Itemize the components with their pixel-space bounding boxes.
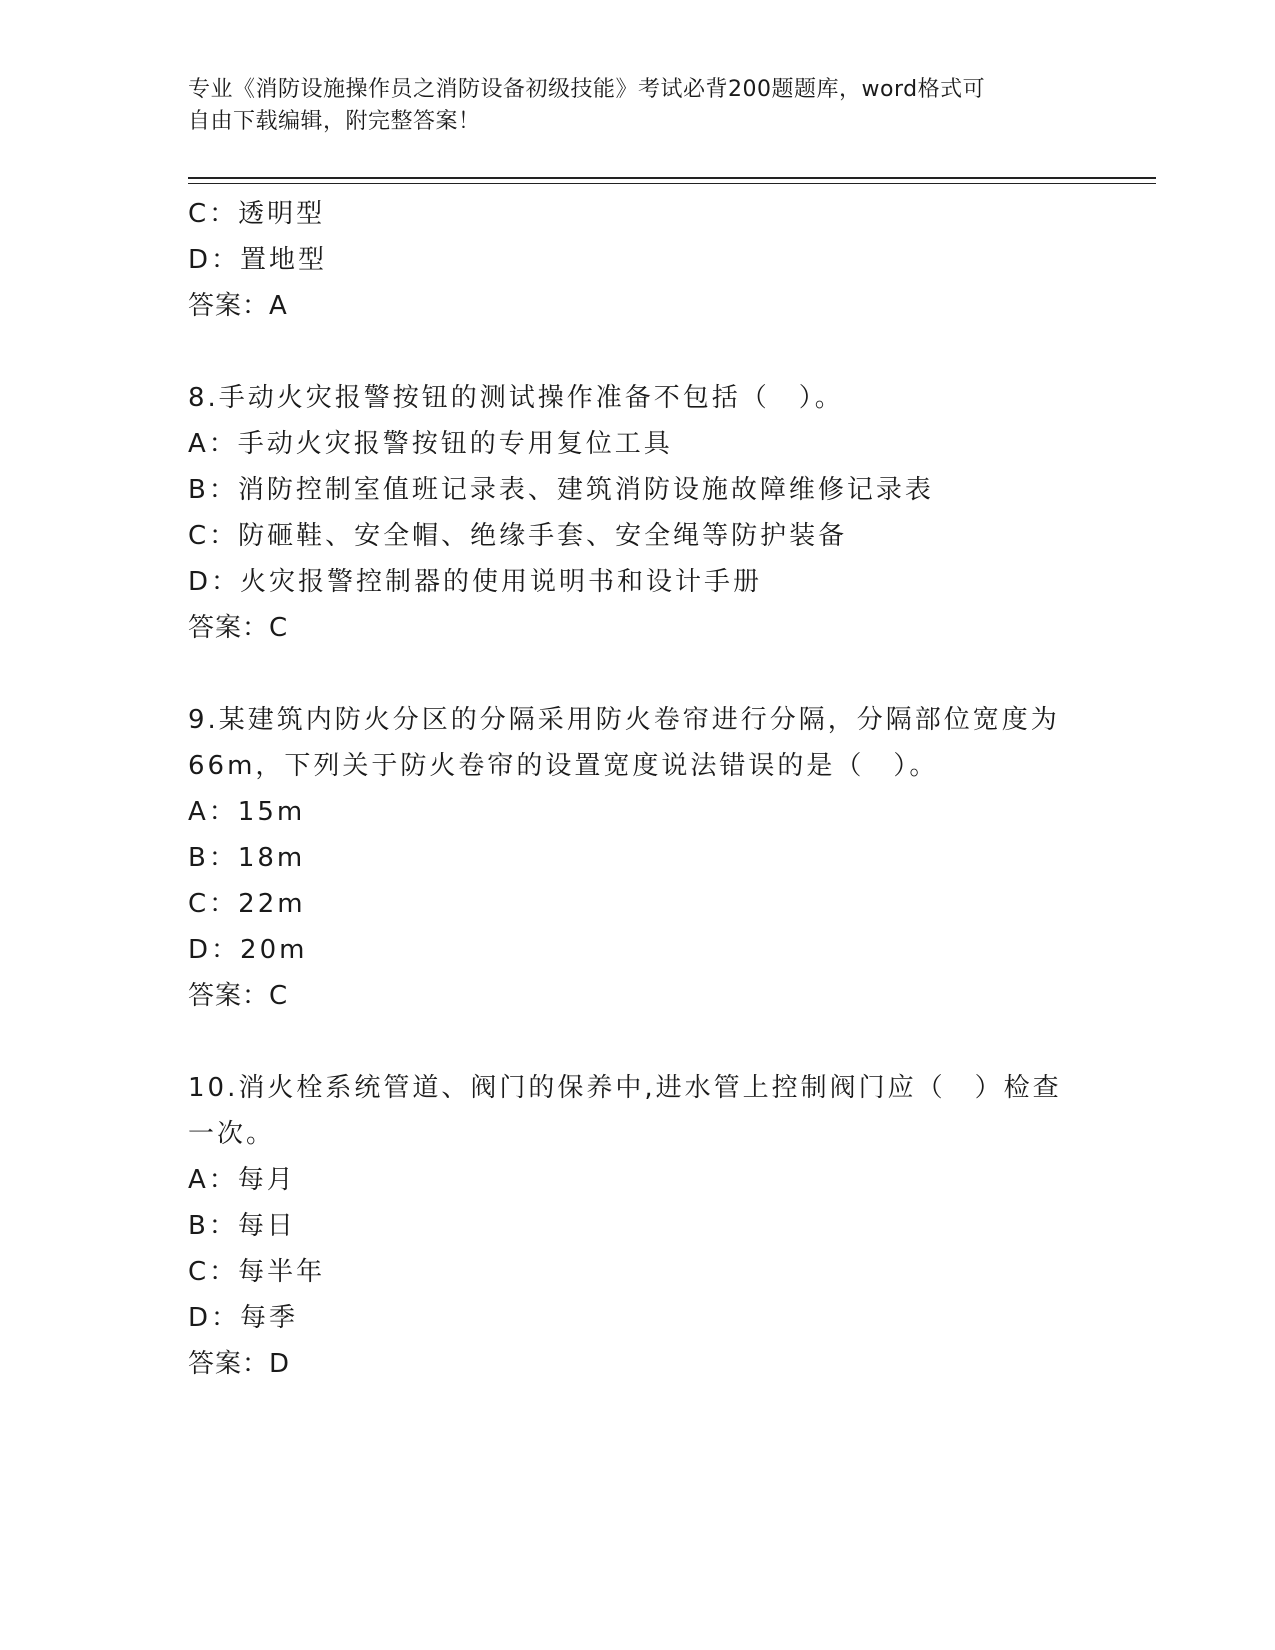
question-list bbox=[188, 191, 1088, 1387]
option-b: B：每日 bbox=[188, 1211, 296, 1241]
answer-line: 答案：C bbox=[188, 613, 289, 643]
question-stem-continued: 66m，下列关于防火卷帘的设置宽度说法错误的是（ ）。 bbox=[188, 751, 939, 781]
option-d: D：每季 bbox=[188, 1303, 299, 1333]
option-b: B：消防控制室值班记录表、建筑消防设施故障维修记录表 bbox=[188, 475, 934, 505]
option-d: D：火灾报警控制器的使用说明书和设计手册 bbox=[188, 567, 763, 597]
option-d: D：20m bbox=[188, 935, 308, 965]
header-line-1: 专业《消防设施操作员之消防设备初级技能》考试必背200题题库，word格式可 bbox=[188, 77, 986, 102]
previous-question-tail bbox=[188, 191, 1088, 329]
option-c: C：防砸鞋、安全帽、绝缘手套、安全绳等防护装备 bbox=[188, 521, 848, 551]
question-9 bbox=[188, 697, 1088, 1019]
option-a: A：15m bbox=[188, 797, 306, 827]
option-d: D：置地型 bbox=[188, 245, 328, 275]
option-c: C：透明型 bbox=[188, 199, 326, 229]
header-divider-thin bbox=[188, 183, 1156, 184]
document-header bbox=[188, 74, 1068, 138]
option-a: A：手动火灾报警按钮的专用复位工具 bbox=[188, 429, 673, 459]
header-divider-thick bbox=[188, 177, 1156, 179]
question-10 bbox=[188, 1065, 1088, 1387]
spacer bbox=[188, 329, 1088, 375]
option-b: B：18m bbox=[188, 843, 306, 873]
option-c: C：每半年 bbox=[188, 1257, 326, 1287]
question-stem-continued: 一次。 bbox=[188, 1119, 276, 1149]
question-stem: 9.某建筑内防火分区的分隔采用防火卷帘进行分隔，分隔部位宽度为 bbox=[188, 705, 1060, 735]
question-stem: 10.消火栓系统管道、阀门的保养中,进水管上控制阀门应（ ）检查 bbox=[188, 1073, 1062, 1103]
spacer bbox=[188, 1019, 1088, 1065]
answer-line: 答案：A bbox=[188, 291, 288, 321]
option-c: C：22m bbox=[188, 889, 306, 919]
question-8 bbox=[188, 375, 1088, 651]
answer-line: 答案：C bbox=[188, 981, 289, 1011]
answer-line: 答案：D bbox=[188, 1349, 291, 1379]
option-a: A：每月 bbox=[188, 1165, 296, 1195]
header-line-2: 自由下载编辑，附完整答案！ bbox=[188, 109, 481, 134]
spacer bbox=[188, 651, 1088, 697]
question-stem: 8.手动火灾报警按钮的测试操作准备不包括（ ）。 bbox=[188, 383, 844, 413]
